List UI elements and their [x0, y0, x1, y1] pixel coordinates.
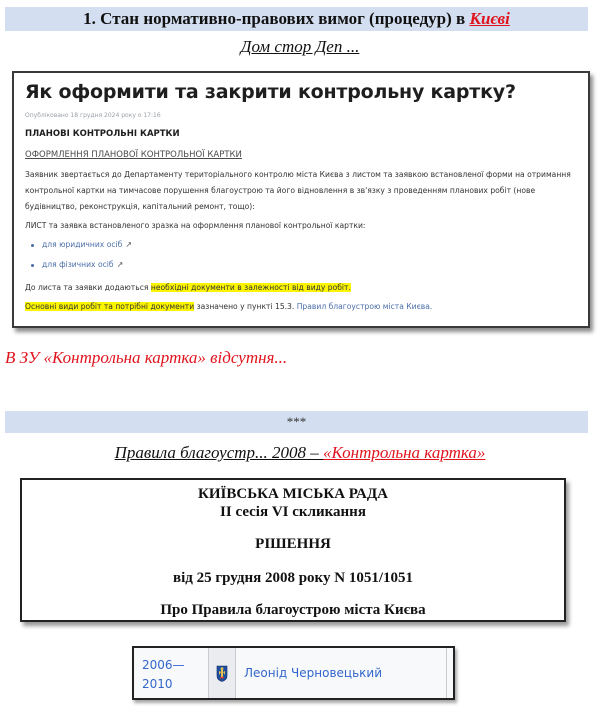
rules-link-container: [0, 443, 600, 463]
bullet-icon: [31, 244, 34, 247]
control-card-link[interactable]: «Контрольна картка»: [323, 443, 486, 462]
years-end[interactable]: 2010: [142, 677, 173, 691]
article-title: Як оформити та закрити контрольну картку?: [25, 81, 516, 103]
rules-2008-link[interactable]: Правила благоустр... 2008 –: [114, 443, 324, 462]
decision-subject: Про Правила благоустрою міста Києва: [160, 602, 426, 618]
works-line: [25, 300, 576, 313]
red-note: В ЗУ «Контрольна картка» відсутня...: [5, 348, 288, 367]
session-info: II сесія VI скликання: [220, 504, 366, 520]
mayor-table-row: [132, 646, 455, 700]
registration-link[interactable]: ОФОРМЛЕННЯ ПЛАНОВОЇ КОНТРОЛЬНОЇ КАРТКИ: [25, 150, 242, 160]
dom-stor-dep-link[interactable]: Дом стор Деп ...: [240, 37, 360, 56]
documents-highlight: необхідні документи в залежності від виду робіт.: [150, 283, 351, 292]
rules-kyiv-link[interactable]: Правил благоустрою міста Києва.: [296, 302, 433, 311]
works-highlight: Основні види робіт та потрібні документи: [25, 302, 195, 311]
document-type: РІШЕННЯ: [255, 536, 331, 552]
kyiv-coat-of-arms-icon: [216, 665, 228, 682]
legal-entities-link[interactable]: [31, 235, 576, 255]
council-name: КИЇВСЬКА МІСЬКА РАДА: [197, 486, 389, 502]
section-title: 1. Стан нормативно-правових вимог (процедур) в: [83, 9, 470, 28]
documents-line: [25, 281, 576, 294]
documents-prefix: До листа та заявки додаються: [25, 283, 151, 292]
years-cell: [134, 648, 209, 698]
link-label: для юридичних осіб: [42, 240, 123, 249]
years-start[interactable]: 2006—: [142, 658, 185, 672]
works-middle: зазначено у пункті 15.3.: [194, 302, 297, 311]
table-cell-edge: [447, 648, 453, 698]
kyiv-link[interactable]: Києві: [469, 9, 510, 28]
bullet-icon: [31, 264, 34, 267]
external-link-icon: ↗: [125, 240, 133, 249]
council-decision-box: [20, 478, 566, 622]
form-links-list: [25, 235, 576, 275]
separator-bar: ***: [5, 411, 588, 433]
external-link-icon: ↗: [116, 260, 124, 269]
emblem-cell: [209, 648, 236, 698]
link-label: для фізичних осіб: [42, 260, 114, 269]
decision-date-number: від 25 грудня 2008 року N 1051/1051: [173, 570, 413, 586]
subtitle-link-container: [0, 37, 600, 57]
individuals-link[interactable]: [31, 255, 576, 275]
applicant-paragraph: Заявник звертається до Департаменту територіального контролю міста Києва з листом та заявкою встановленої форми на отримання контрольної картки на тимчасове порушення благоустрою та його відновлення в зв'язку з проведенням планових робіт (нове будівництво, реконструкція, капітальний ремонт, тощо):: [25, 170, 571, 211]
published-date: Опубліковано 18 грудня 2024 року о 17:16: [25, 112, 161, 119]
section-heading: ПЛАНОВІ КОНТРОЛЬНІ КАРТКИ: [25, 129, 180, 139]
section-header: [5, 7, 588, 31]
mayor-name-link[interactable]: Леонід Черновецький: [236, 648, 447, 698]
list-intro: ЛИСТ та заявка встановленого зразка на оформлення планової контрольної картки:: [25, 221, 366, 230]
website-screenshot-card: [12, 71, 590, 328]
